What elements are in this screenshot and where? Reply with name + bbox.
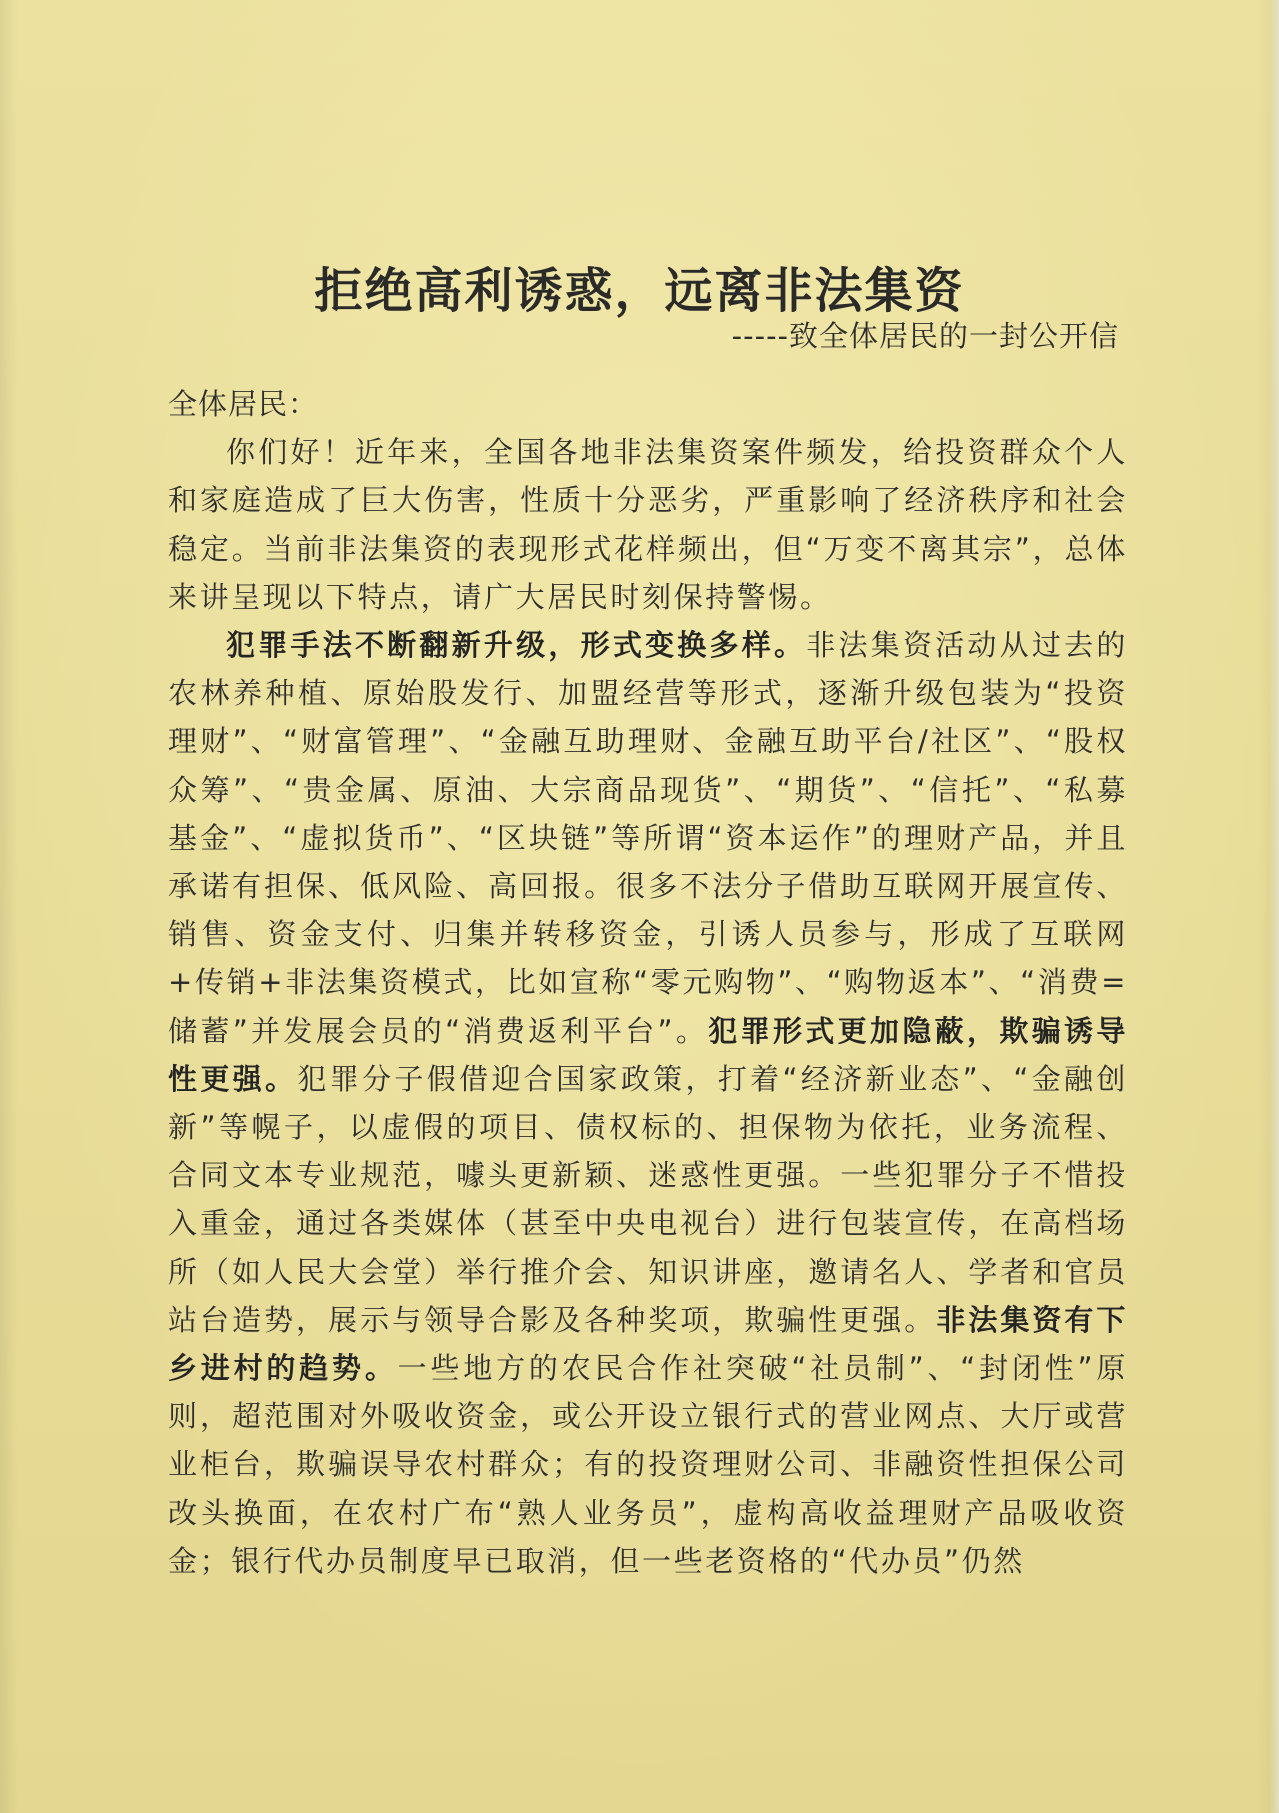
feature-heading-methods: 犯罪手法不断翻新升级，形式变换多样。 [226,628,807,663]
feature-heading-concealment: 犯罪形式更加隐蔽，欺骗诱导性更强。 [168,1013,1128,1096]
letter-body [168,380,1128,1585]
feature-text-rural: 一些地方的农民合作社突破“社员制”、“封闭性”原则，超范围对外吸收资金，或公开设立银行式的营业网点、大厅或营业柜台，欺骗误导农村群众；有的投资理财公司、非融资性担保公司改头换面，在农村广布“熟人业务员”，虚构高收益理财产品吸收资金；银行代办员制度早已取消，但一些老资格的“代办员”仍然 [168,1351,1128,1578]
letter-subtitle: -----致全体居民的一封公开信 [731,319,1119,353]
paragraph-intro: 你们好！近年来，全国各地非法集资案件频发，给投资群众个人和家庭造成了巨大伤害，性质十分恶劣，严重影响了经济秩序和社会稳定。当前非法集资的表现形式花样频出，但“万变不离其宗”，总体来讲呈现以下特点，请广大居民时刻保持警惕。 [168,435,1128,614]
salutation: 全体居民： [168,387,319,421]
letter-title: 拒绝高利诱惑，远离非法集资 [314,263,965,320]
paragraph-features [168,621,1128,1585]
feature-text-concealment: 犯罪分子假借迎合国家政策，打着“经济新业态”、“金融创新”等幌子，以虚假的项目、债权标的、担保物为依托，业务流程、合同文本专业规范，噱头更新颖、迷惑性更强。一些犯罪分子不惜投入重金，通过各类媒体（甚至中央电视台）进行包装宣传，在高档场所（如人民大会堂）举行推介会、知识讲座，邀请名人、学者和官员站台造势，展示与领导合影及各种奖项，欺骗性更强。 [168,1061,1129,1337]
feature-text-methods: 非法集资活动从过去的农林养种植、原始股发行、加盟经营等形式，逐渐升级包装为“投资理财”、“财富管理”、“金融互助理财、金融互助平台/社区”、“股权众筹”、“贵金属、原油、大宗商品现货”、“期货”、“信托”、“私募基金”、“虚拟货币”、“区块链”等所谓“资本运作”的理财产品，并且承诺有担保、低风险、高回报。很多不法分子借助互联网开展宣传、销售、资金支付、归集并转移资金，引诱人员参与，形成了互联网+传销+非法集资模式，比如宣称“零元购物”、“购物返本”、“消费=储蓄”并发展会员的“消费返利平台”。 [168,628,1128,1048]
feature-heading-rural: 非法集资有下乡进村的趋势。 [168,1302,1128,1386]
